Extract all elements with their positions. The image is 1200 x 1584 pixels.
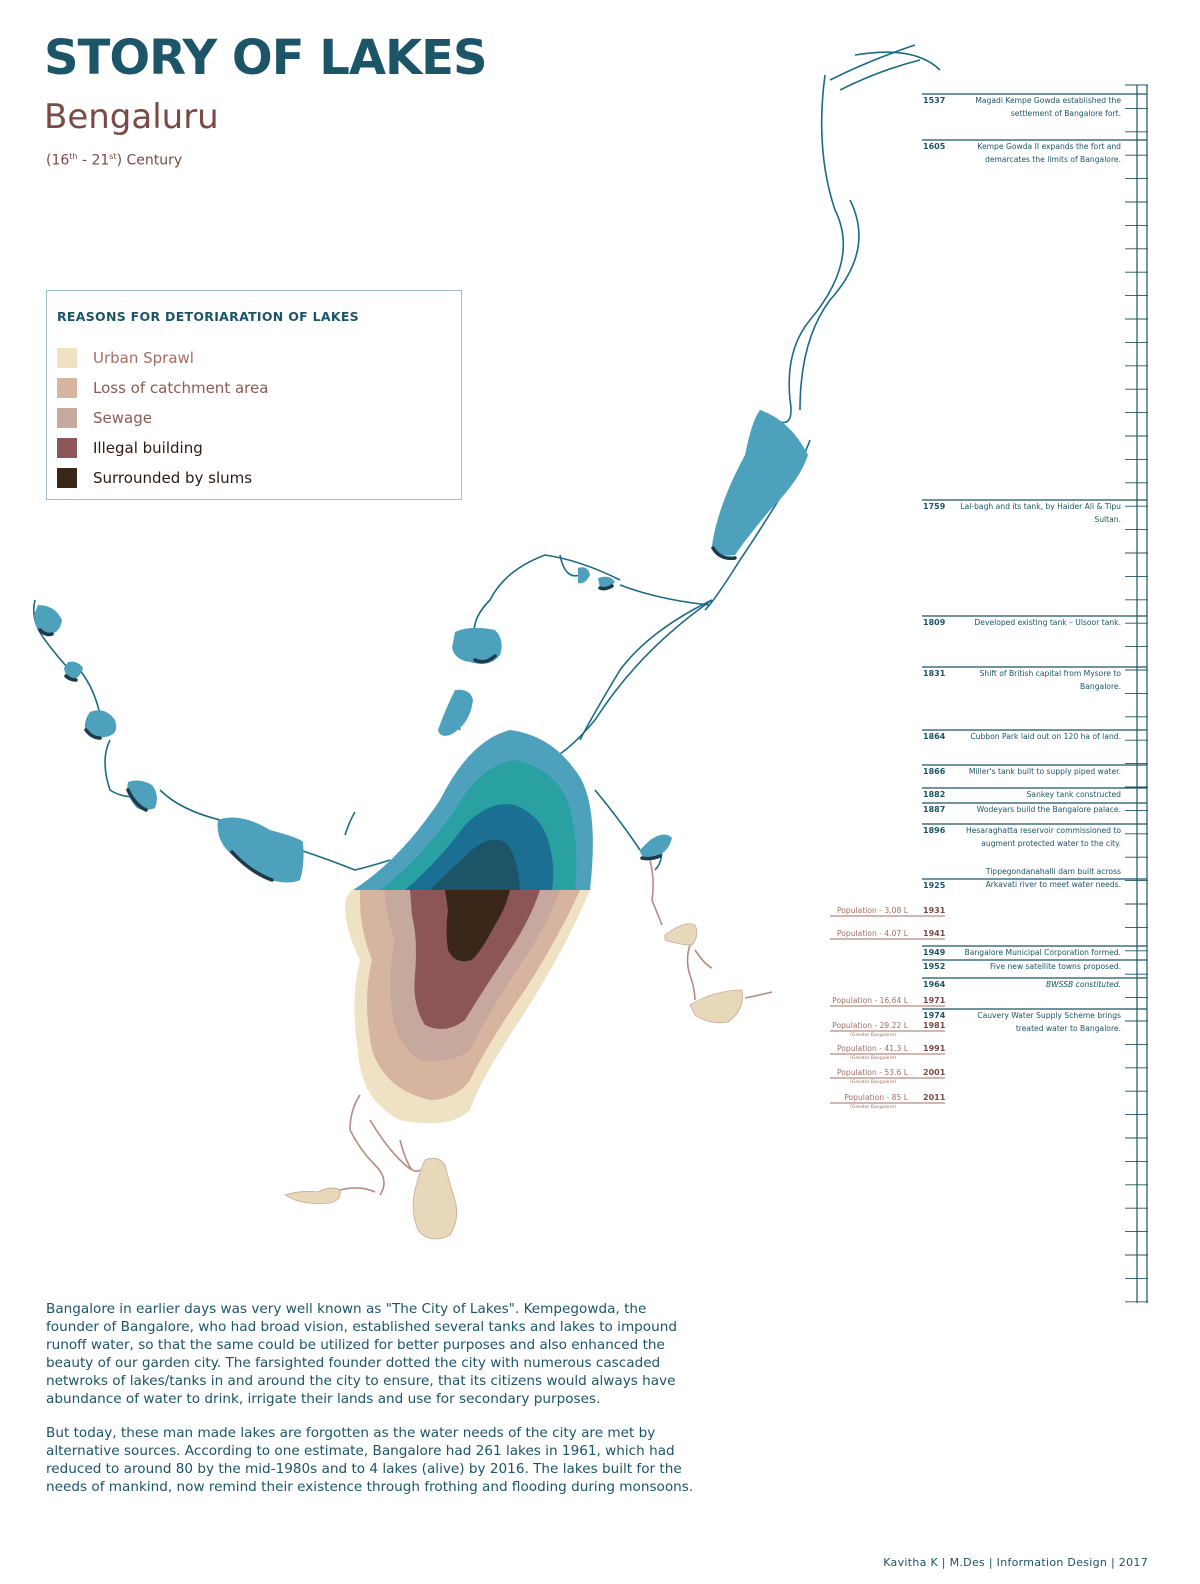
population-year: 2011 [923,1093,946,1102]
legend-item [57,378,268,398]
timeline-event [922,960,1147,971]
population-entry [830,906,946,916]
population-entry [830,996,946,1006]
legend-item [57,408,152,428]
timeline-event [922,667,1147,691]
timeline-event [922,94,1147,118]
population-label: Population - 16.64 L [832,996,908,1005]
timeline-event-text: Sankey tank constructed [1026,790,1121,799]
timeline-event-text: Bangalore Municipal Corporation formed. [964,948,1121,957]
legend-item [57,468,252,488]
timeline-event-text: Cubbon Park laid out on 120 ha of land. [970,732,1121,741]
intro-paragraph: Bangalore in earlier days was very well known as "The City of Lakes". Kempegowda, the founder of Bangalore, who had broad vision, established several tanks and lakes to impound runoff water, so that the same could be utilized for better purposes and also enhanced the beauty of our garden city. The farsighted founder dotted the city with numerous cascaded netwroks of lakes/tanks in and around the city to ensure, that its citizens would always have abundance of water to drink, irrigate their lands and use for secondary purposes. [46,1301,677,1407]
timeline-event [922,765,1147,776]
timeline-event-text: BWSSB constituted. [1045,980,1121,989]
population-label: Population - 4.07 L [836,929,908,938]
population-label: Population - 3.08 L [836,906,908,915]
timeline-year: 1866 [923,767,946,776]
century-range: (16th - 21st) Century [46,152,183,169]
population-year: 1971 [923,996,946,1005]
timeline-ruler [1125,85,1148,1303]
timeline-event [922,946,1147,957]
timeline-event-text: Arkavati river to meet water needs. [985,880,1121,889]
timeline-population [830,906,946,1110]
timeline-year: 1864 [923,732,946,741]
legend-swatch [57,438,77,458]
timeline-year: 1964 [923,980,946,989]
legend-item [57,348,194,368]
page-title: STORY OF LAKES [44,30,487,86]
timeline-year: 1952 [923,962,946,971]
timeline-event [922,1009,1147,1033]
timeline-year: 1974 [923,1011,946,1020]
population-entry [830,929,946,939]
population-label: Population - 85 L [844,1093,908,1102]
timeline-event [922,616,1147,627]
population-note: (Greater Bangalore) [850,1080,896,1085]
timeline-event [922,978,1147,989]
timeline-event [922,788,1147,799]
timeline-event-text: Sultan. [1094,515,1121,524]
population-year: 1991 [923,1044,946,1053]
lake-edges [40,548,735,880]
legend-label: Loss of catchment area [93,379,269,397]
timeline-year: 1809 [923,618,946,627]
legend-label: Surrounded by slums [93,469,253,487]
timeline-event-text: Lal-bagh and its tank, by Haider Ali & Tipu [960,502,1121,511]
timeline-event-text: Shift of British capital from Mysore to [979,669,1121,678]
timeline-year: 1605 [923,142,946,151]
timeline-year: 1949 [923,948,946,957]
timeline-event-text: Cauvery Water Supply Scheme brings [977,1011,1121,1020]
population-entry [830,1044,946,1061]
legend-swatch [57,348,77,368]
timeline-event-text: Wodeyars build the Bangalore palace. [976,805,1121,814]
legend-swatch [57,408,77,428]
timeline-event-text: Developed existing tank – Ulsoor tank. [974,618,1121,627]
population-note: (Greater Bangalore) [850,1105,896,1110]
today-paragraph: But today, these man made lakes are forgotten as the water needs of the city are met by alternative sources. According to one estimate, Bangalore had 261 lakes in 1961, which had reduced to around 80 by the mid-1980s and to 4 lakes (alive) by 2016. The lakes built for the needs of mankind, now remind their existence through frothing and flooding during monsoons. [46,1425,694,1495]
population-year: 1941 [923,929,946,938]
timeline-year: 1831 [923,669,946,678]
timeline-year: 1925 [923,881,946,890]
population-label: Population - 53.6 L [836,1068,908,1077]
timeline-event-text: Bangalore. [1080,682,1121,691]
population-year: 1931 [923,906,946,915]
timeline-event-text: Miller's tank built to supply piped water. [968,767,1121,776]
timeline-event [922,867,1147,890]
legend [46,290,462,500]
timeline-year: 1887 [923,805,946,814]
legend-label: Sewage [93,409,152,427]
timeline-year: 1759 [923,502,946,511]
legend-label: Urban Sprawl [93,349,194,367]
timeline-event-text: settlement of Bangalore fort. [1010,109,1121,118]
timeline-year: 1537 [923,96,946,105]
timeline-event [922,803,1147,814]
timeline-event-text: Magadi Kempe Gowda established the [975,96,1121,105]
timeline-event-text: demarcates the limits of Bangalore. [985,155,1121,164]
timeline-events [922,94,1147,1033]
timeline-event [922,824,1147,848]
timeline-year: 1882 [923,790,946,799]
legend-swatch [57,468,77,488]
population-entry [830,1093,946,1110]
timeline-event-text: Five new satellite towns proposed. [989,962,1121,971]
population-year: 2001 [923,1068,946,1077]
population-entry [830,1068,946,1085]
credit-line: Kavitha K | M.Des | Information Design | 2017 [883,1556,1148,1569]
timeline-event [922,500,1147,524]
legend-item [57,438,203,458]
legend-label: Illegal building [93,439,203,457]
population-entry [830,1021,946,1038]
timeline-event-text: Tippegondanahalli dam built across [985,867,1121,876]
main-lake-healthy [353,730,593,890]
timeline-event-text: augment protected water to the city. [981,839,1121,848]
population-year: 1981 [923,1021,946,1030]
timeline-event-text: treated water to Bangalore. [1015,1024,1121,1033]
timeline-event-text: Hesaraghatta reservoir commissioned to [966,826,1121,835]
population-label: Population - 29.22 L [832,1021,908,1030]
timeline-event [922,140,1147,164]
timeline-event [922,730,1147,741]
population-note: (Greater Bangalore) [850,1056,896,1061]
timeline-year: 1896 [923,826,946,835]
population-note: (Greater Bangalore) [850,1033,896,1038]
timeline-event-text: Kempe Gowda II expands the fort and [977,142,1121,151]
page-subtitle: Bengaluru [44,97,219,137]
population-label: Population - 41.3 L [836,1044,908,1053]
legend-title: REASONS FOR DETORIARATION OF LAKES [57,309,359,324]
main-lake-degraded [345,890,590,1123]
legend-swatch [57,378,77,398]
